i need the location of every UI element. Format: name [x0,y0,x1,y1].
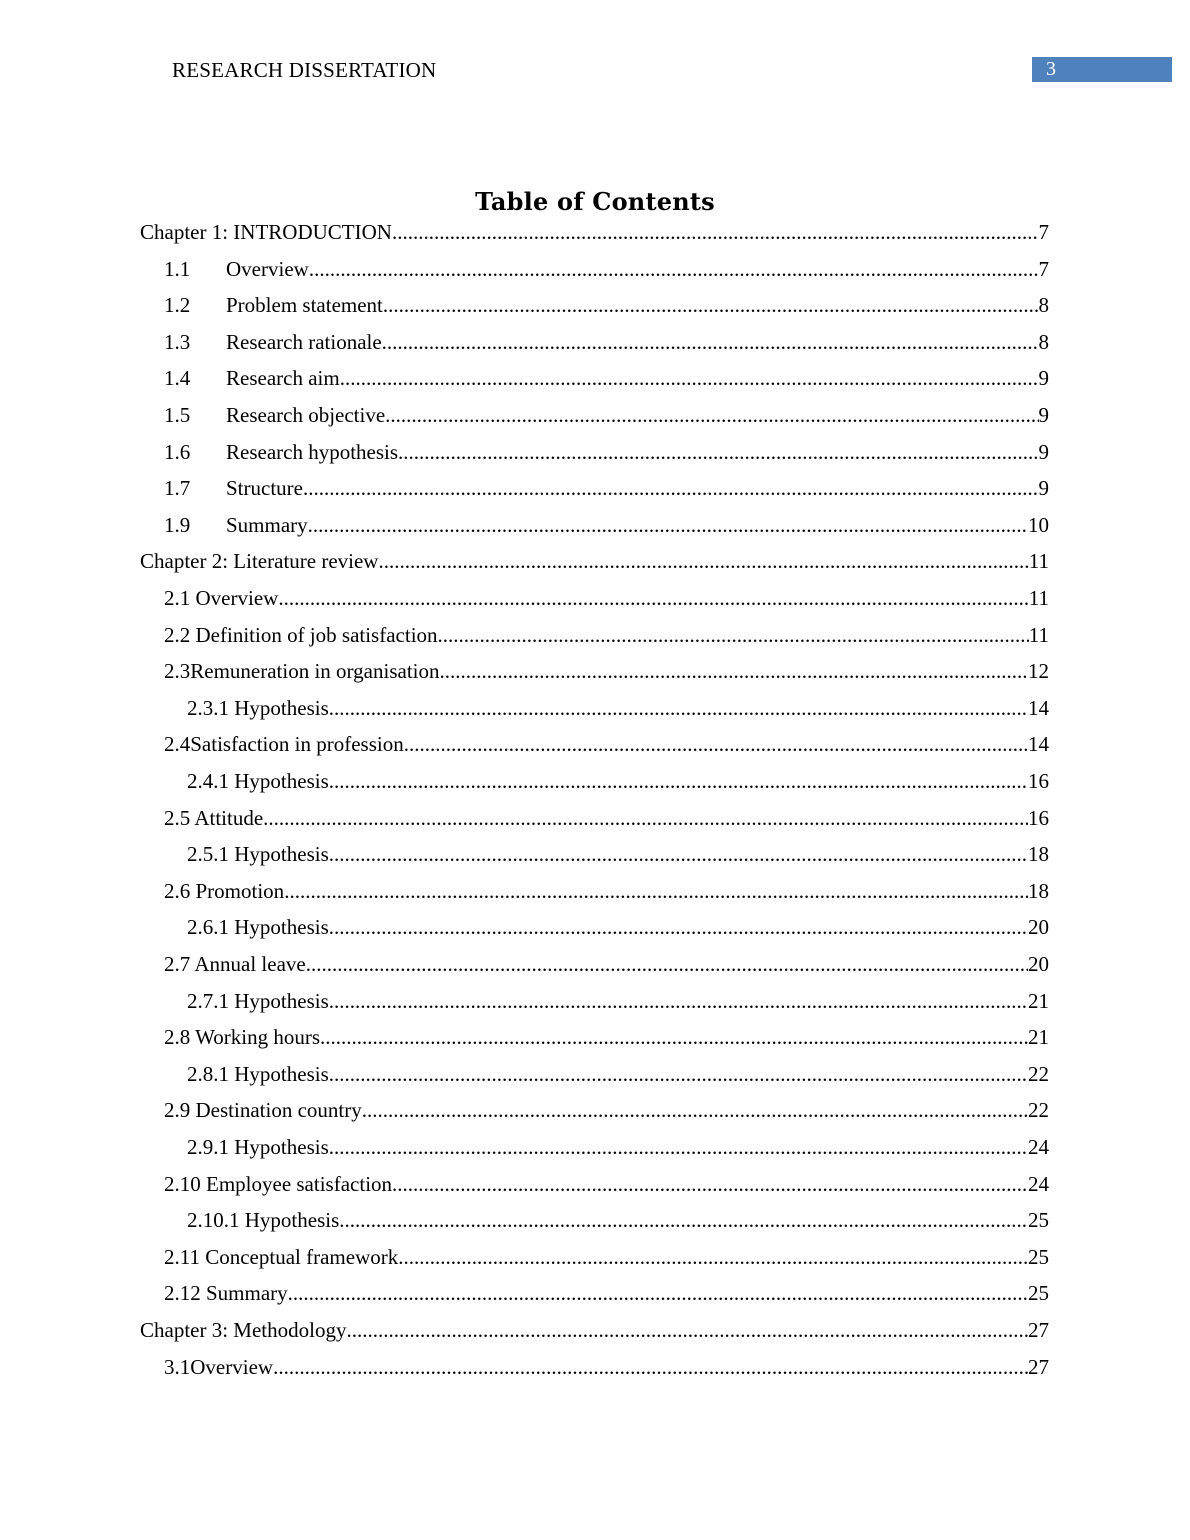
toc-heading: Table of Contents [475,187,715,216]
toc-entry[interactable] [187,693,1049,723]
toc-entry-page: 22 [1028,1061,1049,1086]
toc-entry[interactable] [164,400,1049,430]
toc-entry[interactable] [164,803,1049,833]
toc-dot-leader [284,876,1028,906]
toc-entry[interactable] [164,1095,1049,1125]
toc-entry-page: 9 [1038,366,1049,391]
toc-entry[interactable] [164,1169,1049,1199]
toc-entry-page: 25 [1028,1244,1049,1269]
toc-entry-label: 2.9.1 Hypothesis [187,1135,329,1159]
toc-entry[interactable] [164,729,1049,759]
toc-entry-page: 14 [1028,732,1049,757]
running-header-title: RESEARCH DISSERTATION [172,58,437,82]
toc-dot-leader [378,546,1028,576]
toc-entry-page: 9 [1038,403,1049,427]
toc-entry-page: 7 [1038,256,1049,281]
toc-entry-label: 2.3.1 Hypothesis [187,695,329,720]
toc-entry[interactable] [187,912,1049,942]
toc-entry-page: 20 [1028,915,1049,940]
toc-entry[interactable] [140,1315,1049,1345]
toc-entry-number: 1.4 [164,366,191,391]
toc-dot-leader [329,839,1028,869]
toc-entry[interactable] [164,510,1049,540]
toc-dot-leader [329,986,1028,1016]
toc-dot-leader [273,1352,1028,1382]
toc-dot-leader [346,1315,1028,1345]
toc-entry-page: 27 [1028,1318,1049,1342]
toc-entry-label: 2.7.1 Hypothesis [187,988,329,1013]
toc-entry[interactable] [140,546,1049,576]
toc-entry-page: 24 [1028,1135,1049,1159]
toc-dot-leader [339,1205,1028,1235]
toc-entry[interactable] [164,949,1049,979]
toc-dot-leader [329,1132,1028,1162]
toc-entry[interactable] [164,1242,1049,1272]
toc-entry-label: 2.4Satisfaction in profession [164,732,404,757]
toc-entry-label: Summary [226,512,308,537]
toc-entry-label: Research rationale [226,329,382,354]
toc-dot-leader [329,1059,1028,1089]
toc-entry-page: 8 [1038,293,1049,318]
toc-dot-leader [308,510,1028,540]
toc-dot-leader [404,729,1028,759]
toc-entry-label: 2.8.1 Hypothesis [187,1061,329,1086]
toc-entry-page: 8 [1038,329,1049,354]
toc-entry-label: 2.1 Overview [164,586,279,610]
toc-entry-page: 12 [1028,659,1049,684]
toc-entry[interactable] [164,327,1049,357]
toc-entry-number: 1.1 [164,256,191,281]
toc-entry-page: 11 [1028,586,1049,610]
toc-entry-label: Research objective [226,403,386,427]
toc-entry-label: Overview [226,256,309,281]
page-number-badge: 3 [1032,57,1172,82]
toc-dot-leader [340,363,1039,393]
toc-entry-page: 16 [1028,805,1049,830]
toc-entry-label: 2.11 Conceptual framework [164,1244,399,1269]
toc-dot-leader [263,803,1028,833]
toc-dot-leader [398,1242,1028,1272]
toc-entry-label: 2.4.1 Hypothesis [187,769,329,793]
toc-entry-label: 2.7 Annual leave [164,952,306,976]
toc-dot-leader [329,693,1028,723]
toc-entry[interactable] [187,1059,1049,1089]
toc-dot-leader [288,1278,1028,1308]
toc-entry-label: Chapter 1: INTRODUCTION [140,220,392,244]
toc-entry-page: 18 [1028,842,1049,867]
toc-entry-page: 24 [1028,1171,1049,1196]
toc-entry-label: Problem statement [226,293,383,318]
toc-entry-page: 9 [1038,476,1049,501]
toc-entry[interactable] [164,254,1049,284]
toc-dot-leader [329,766,1028,796]
toc-entry-page: 16 [1028,769,1049,793]
toc-entry-label: 3.1Overview [164,1354,274,1379]
toc-entry-label: Research hypothesis [226,439,399,464]
toc-dot-leader [278,583,1028,613]
toc-entry-page: 11 [1028,622,1049,647]
toc-entry-label: 2.9 Destination country [164,1098,362,1123]
toc-entry-label: 2.2 Definition of job satisfaction [164,622,438,647]
toc-entry-number: 1.5 [164,403,191,427]
toc-entry[interactable] [187,766,1049,796]
toc-entry[interactable] [164,1352,1049,1382]
toc-entry-label: 2.12 Summary [164,1281,288,1306]
toc-entry-label: 2.3Remuneration in organisation [164,659,440,684]
toc-entry-number: 1.6 [164,439,191,464]
toc-dot-leader [303,473,1039,503]
toc-dot-leader [398,437,1038,467]
toc-entry[interactable] [187,1132,1049,1162]
toc-entry-number: 1.9 [164,512,191,537]
toc-entry-page: 7 [1038,220,1049,244]
toc-entry-page: 27 [1028,1354,1049,1379]
toc-entry-page: 14 [1028,695,1049,720]
toc-entry[interactable] [164,437,1049,467]
toc-entry[interactable] [164,583,1049,613]
toc-entry-page: 20 [1028,952,1049,976]
toc-entry-label: 2.5.1 Hypothesis [187,842,329,867]
toc-entry-page: 9 [1038,439,1049,464]
toc-entry[interactable] [140,217,1049,247]
toc-entry-page: 18 [1028,878,1049,903]
toc-entry-page: 25 [1028,1281,1049,1306]
toc-entry[interactable] [164,620,1049,650]
toc-entry[interactable] [164,290,1049,320]
toc-entry-page: 22 [1028,1098,1049,1123]
toc-entry[interactable] [187,839,1049,869]
toc-entry[interactable] [164,876,1049,906]
toc-entry[interactable] [164,363,1049,393]
toc-dot-leader [383,290,1039,320]
toc-entry-page: 25 [1028,1208,1049,1233]
toc-dot-leader [309,254,1039,284]
toc-dot-leader [362,1095,1028,1125]
toc-dot-leader [306,949,1028,979]
toc-dot-leader [329,912,1028,942]
toc-dot-leader [439,656,1028,686]
toc-entry[interactable] [164,1278,1049,1308]
toc-entry[interactable] [187,986,1049,1016]
toc-entry[interactable] [187,1205,1049,1235]
toc-dot-leader [385,400,1038,430]
toc-dot-leader [392,217,1039,247]
toc-entry-label: Research aim [226,366,340,391]
toc-entry-number: 1.2 [164,293,191,318]
toc-entry-page: 21 [1028,1025,1049,1050]
toc-dot-leader [392,1169,1028,1199]
toc-entry-page: 21 [1028,988,1049,1013]
toc-entry-label: 2.8 Working hours [164,1025,321,1050]
toc-entry-label: Structure [226,476,303,501]
toc-entry-page: 10 [1028,512,1049,537]
toc-entry-number: 1.7 [164,476,191,501]
toc-dot-leader [382,327,1039,357]
toc-entry-number: 1.3 [164,329,191,354]
toc-entry-label: Chapter 2: Literature review [140,549,379,574]
toc-entry[interactable] [164,1022,1049,1052]
toc-entry-label: Chapter 3: Methodology [140,1318,347,1342]
toc-entry-label: 2.6 Promotion [164,878,285,903]
toc-entry-label: 2.6.1 Hypothesis [187,915,329,940]
toc-entry[interactable] [164,473,1049,503]
toc-entry[interactable] [164,656,1049,686]
toc-entry-label: 2.10 Employee satisfaction [164,1171,393,1196]
toc-dot-leader [320,1022,1028,1052]
toc-entry-page: 11 [1028,549,1049,574]
toc-dot-leader [438,620,1029,650]
toc-entry-label: 2.5 Attitude [164,805,264,830]
toc-entry-label: 2.10.1 Hypothesis [187,1208,340,1233]
